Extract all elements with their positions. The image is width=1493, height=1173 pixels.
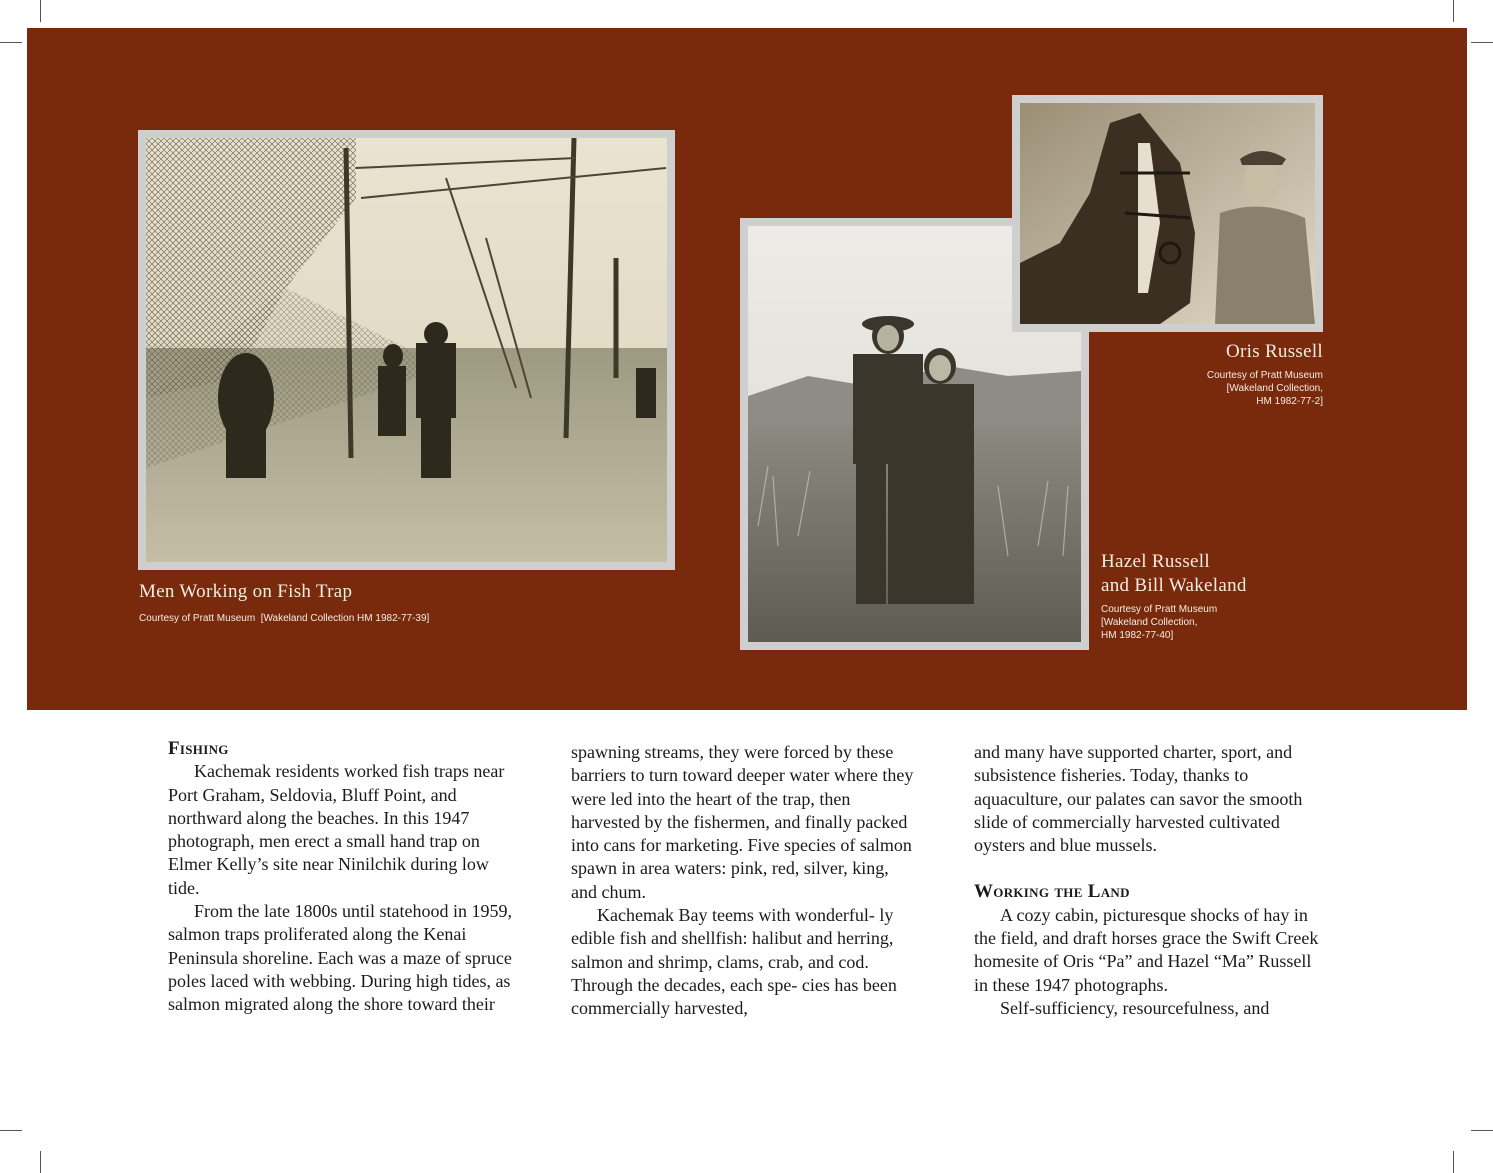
hazel-title-line: Hazel Russell [1101, 551, 1210, 572]
fish-trap-caption-title: Men Working on Fish Trap [139, 581, 353, 602]
crop-mark [1471, 1130, 1493, 1131]
paragraph: spawning streams, they were forced by these barriers to turn toward deeper water where they were led into the heart of the trap, then harvested by the fishermen, and finally packed into cans for marketing. Five species of salmon spawn in area waters: pink, red, silver, king, and chum. [571, 742, 914, 902]
hazel-credit-line: Courtesy of Pratt Museum [1101, 604, 1218, 615]
section-heading-working-the-land: Working the Land [974, 881, 1130, 903]
text-column-2 [571, 741, 916, 1021]
hazel-credit-line: [Wakeland Collection, [1101, 617, 1198, 628]
oris-caption-title: Oris Russell [1225, 341, 1323, 362]
crop-mark [40, 0, 41, 22]
hazel-title-line: and Bill Wakeland [1101, 575, 1247, 596]
crop-mark [1471, 42, 1493, 43]
crop-mark [1453, 1151, 1454, 1173]
oris-credit-line: [Wakeland Collection, [1226, 383, 1323, 394]
hazel-caption-credit [1101, 603, 1217, 642]
oris-caption-credit [1207, 369, 1323, 408]
hazel-credit-line: HM 1982-77-40] [1101, 630, 1174, 641]
crop-mark [40, 1151, 41, 1173]
crop-mark [0, 42, 22, 43]
paragraph: From the late 1800s until statehood in 1959, salmon traps proliferated along the Kenai Peninsula shoreline. Each was a maze of spruce poles laced with webbing. During high tides, as salmon migrated along the shore toward their [168, 901, 512, 1015]
oris-credit-line: Courtesy of Pratt Museum [1206, 370, 1323, 381]
crop-mark [0, 1130, 22, 1131]
hazel-caption-title [1101, 550, 1247, 598]
fish-trap-photo [146, 138, 667, 562]
section-heading-fishing: Fishing [168, 738, 229, 759]
fish-trap-photo-frame [138, 130, 675, 570]
oris-russell-photo-frame [1012, 95, 1323, 332]
fish-trap-caption-credit: Courtesy of Pratt Museum [Wakeland Collection HM 1982-77-39] [139, 613, 430, 624]
paragraph: Kachemak Bay teems with wonderful- ly edible fish and shellfish: halibut and herring, salmon and shrimp, clams, crab, and cod. Through the decades, each spe- cies has been commercially harvested, [571, 905, 897, 1019]
crop-mark [1453, 0, 1454, 22]
paragraph: A cozy cabin, picturesque shocks of hay in the field, and draft horses grace the Swift Creek homesite of Oris “Pa” and Hazel “Ma” Russell in these 1947 photographs. [974, 904, 1319, 995]
text-column-3 [974, 741, 1319, 1020]
oris-russell-photo [1020, 103, 1315, 324]
oris-credit-line: HM 1982-77-2] [1256, 396, 1323, 407]
paragraph: Kachemak residents worked fish traps near Port Graham, Seldovia, Bluff Point, and northward along the beaches. In this 1947 photograph, men erect a small hand trap on Elmer Kelly’s site near Ninilchik during low tide. [168, 761, 505, 898]
paragraph: and many have supported charter, sport, and subsistence fisheries. Today, thanks to aquaculture, our palates can savor the smooth slide of commercially harvested cultivated oysters and blue mussels. [974, 742, 1303, 856]
text-column-1 [168, 737, 518, 1017]
paragraph: Self-sufficiency, resourcefulness, and [1000, 997, 1270, 1018]
spacer [974, 857, 1319, 880]
